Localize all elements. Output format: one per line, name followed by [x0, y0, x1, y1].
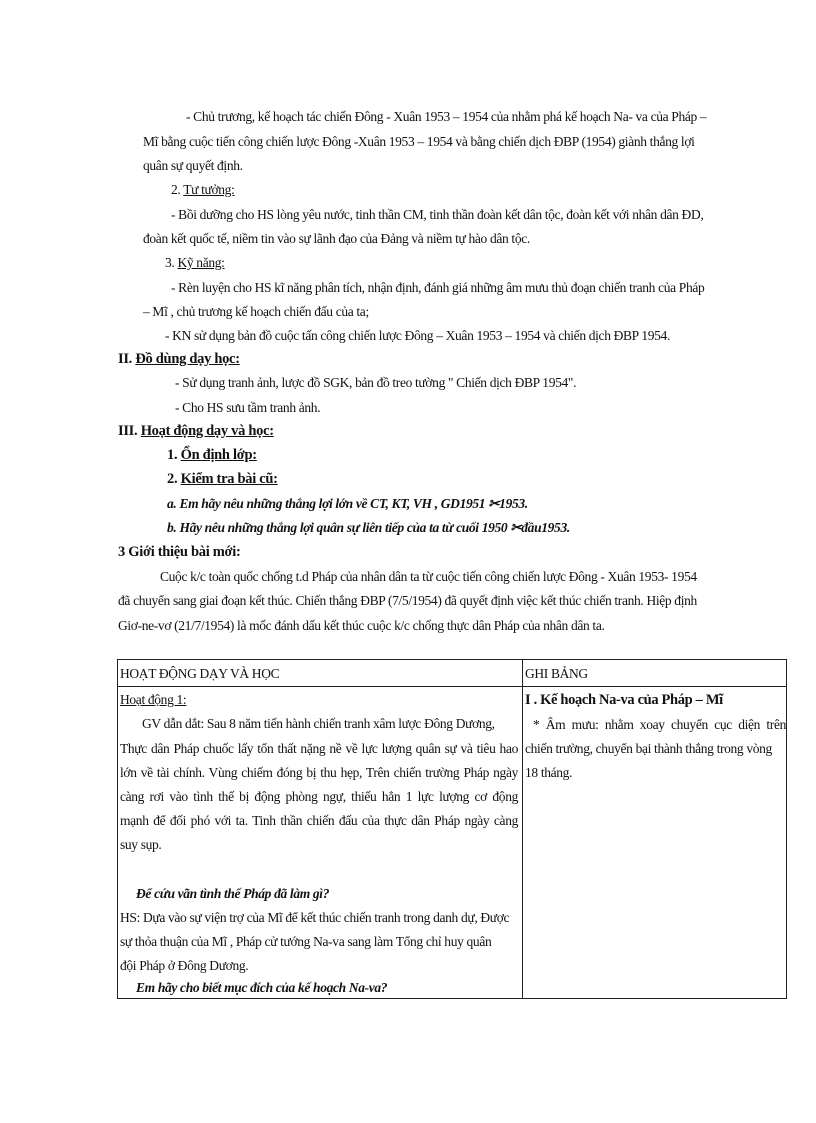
review-heading [167, 470, 278, 488]
objective-knowledge-line: - Chủ trương, kế hoạch tác chiến Đông - Xuân 1953 – 1954 của nhằm phá kế hoạch Na- va của Pháp – [186, 109, 707, 124]
student-answer-line: sự thỏa thuận của Mĩ , Pháp cử tướng Na-va sang làm Tổng chỉ huy quân [120, 934, 492, 949]
board-note-line: chiến trường, chuyển bại thành thắng trong vòng [525, 741, 772, 756]
attitude-label: Tư tưởng: [183, 182, 235, 197]
skills-line: - KN sử dụng bản đồ cuộc tấn công chiến lược Đông – Xuân 1953 – 1954 và chiến dịch ĐBP 1954. [165, 328, 670, 343]
class-order-title: Ổn định lớp: [180, 447, 257, 463]
skills-label: Kỹ năng: [177, 255, 225, 270]
teacher-intro-line: mạnh để đối phó với ta. Tinh thần chiến đấu của thực dân Pháp ngày càng [120, 813, 518, 828]
section-2-title: Đồ dùng dạy học: [135, 351, 240, 367]
section-3-heading [118, 422, 274, 440]
section-2-heading [118, 350, 240, 368]
skills-line: - Rèn luyện cho HS kĩ năng phân tích, nhận định, đánh giá những âm mưu thủ đoạn chiến tranh của Pháp [171, 280, 705, 295]
lesson-table [117, 659, 787, 999]
header-board-notes: GHI BẢNG [525, 666, 588, 681]
board-note-line: 18 tháng. [525, 765, 573, 780]
teacher-intro-line: lớn về tài chính. Vùng chiếm đóng bị thu hẹp, Trên chiến trường Pháp ngày [120, 765, 518, 780]
attitude-line: - Bồi dưỡng cho HS lòng yêu nước, tinh thần CM, tinh thần đoàn kết dân tộc, đoàn kết với nhân dân ĐD, [171, 207, 704, 222]
objective-knowledge-line: Mĩ bằng cuộc tiến công chiến lược Đông -Xuân 1953 – 1954 và bằng chiến dịch ĐBP (1954) giành thắng lợi [143, 134, 695, 149]
board-heading-navarre-plan: I . Kế hoạch Na-va của Pháp – Mĩ [525, 692, 723, 708]
skills-heading [165, 254, 225, 272]
question-1: Để cứu vãn tình thế Pháp đã làm gì? [136, 886, 330, 901]
intro-line: Cuộc k/c toàn quốc chống t.d Pháp của nhân dân ta từ cuộc tiến công chiến lược Đông - Xuân 1953- 1954 [160, 569, 697, 584]
intro-line: đã chuyển sang giai đoạn kết thúc. Chiến thắng ĐBP (7/5/1954) đã quyết định việc kết thúc chiến tranh. Hiệp định [118, 593, 697, 608]
activity-title: Hoạt động 1: [120, 692, 187, 707]
class-order-heading [167, 446, 257, 464]
class-order-number: 1. [167, 447, 178, 463]
header-activities: HOẠT ĐỘNG DẠY VÀ HỌC [120, 666, 280, 681]
section-3-title: Hoạt động dạy và học: [140, 423, 274, 439]
review-question-a: a. Em hãy nêu những thắng lợi lớn về CT, KT, VH , GD1951 ✂1953. [167, 496, 528, 511]
teacher-intro-line: suy sụp. [120, 837, 162, 852]
equipment-line: - Cho HS sưu tầm tranh ảnh. [175, 400, 321, 415]
objective-knowledge-line: quân sự quyết định. [143, 158, 243, 173]
equipment-line: - Sử dụng tranh ảnh, lược đồ SGK, bản đồ treo tường " Chiến dịch ĐBP 1954". [175, 375, 577, 390]
intro-line: Giơ-ne-vơ (21/7/1954) là mốc đánh dấu kết thúc cuộc k/c chống thực dân Pháp của nhân dân ta. [118, 618, 605, 633]
skills-number: 3. [165, 255, 175, 270]
attitude-line: đoàn kết quốc tế, niềm tin vào sự lãnh đạo của Đảng và niềm tự hào dân tộc. [143, 231, 530, 246]
question-2: Em hãy cho biết mục đích của kế hoạch Na-va? [136, 980, 388, 995]
board-note-line: * Âm mưu: nhằm xoay chuyển cục diện trên [533, 717, 786, 732]
review-number: 2. [167, 471, 178, 487]
teacher-intro-line: GV dẫn dắt: Sau 8 năm tiến hành chiến tranh xâm lược Đông Dương, [142, 716, 495, 731]
attitude-heading [171, 181, 234, 199]
section-3-number: III. [118, 423, 138, 439]
review-title: Kiểm tra bài cũ: [180, 471, 278, 487]
section-2-number: II. [118, 351, 133, 367]
table-column-divider [522, 660, 523, 998]
table-header-divider [118, 686, 786, 687]
skills-line: – Mĩ , chủ trương kế hoạch chiến đấu của ta; [143, 304, 369, 319]
new-lesson-heading: 3 Giới thiệu bài mới: [118, 544, 241, 560]
review-question-b: b. Hãy nêu những thắng lợi quân sự liên tiếp của ta từ cuối 1950 ✂đầu1953. [167, 520, 570, 535]
student-answer-line: đội Pháp ở Đông Dương. [120, 958, 249, 973]
teacher-intro-line: càng rơi vào tình thế bị động phòng ngự, thiếu hẳn 1 lực lượng cơ động [120, 789, 518, 804]
student-answer-line: HS: Dựa vào sự viện trợ của Mĩ để kết thúc chiến tranh trong danh dự, Được [120, 910, 510, 925]
teacher-intro-line: Thực dân Pháp chuốc lấy tổn thất nặng nề về lực lượng quân sự và tiêu hao [120, 741, 518, 756]
attitude-number: 2. [171, 182, 181, 197]
